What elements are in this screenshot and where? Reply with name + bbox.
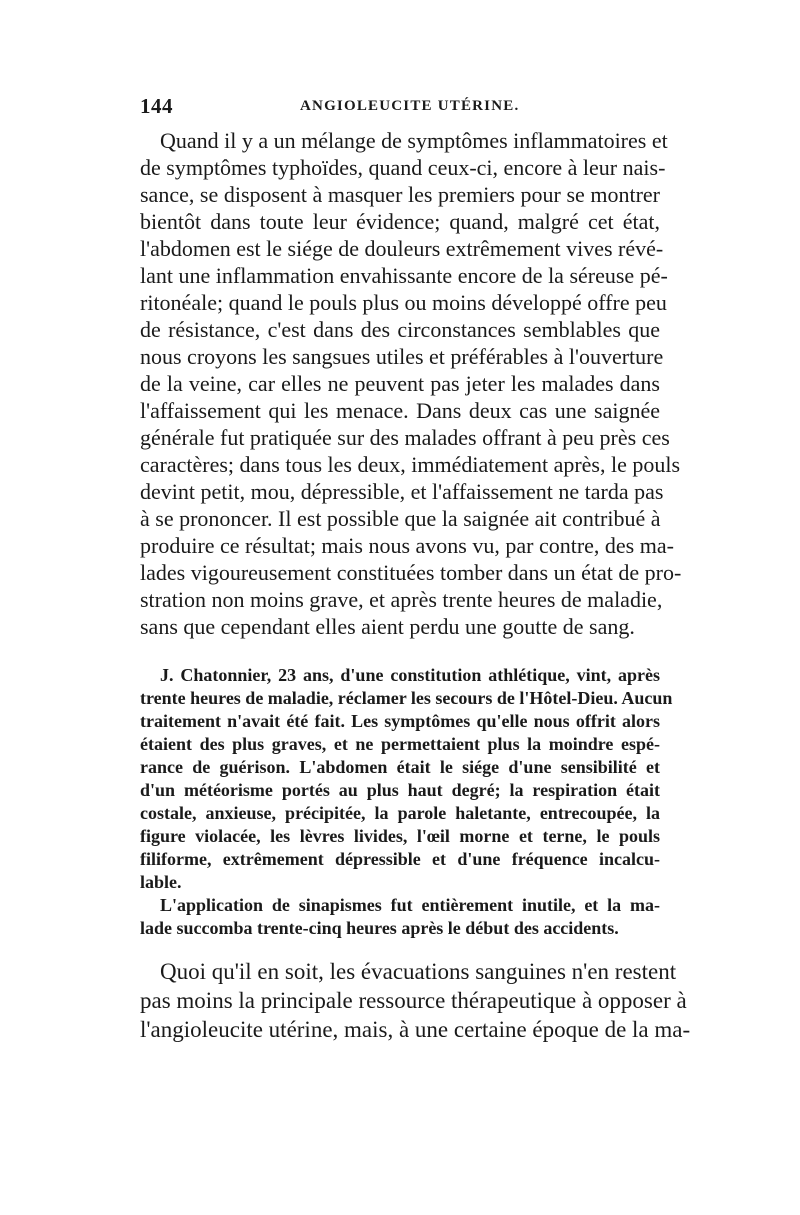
text-line: produire ce résultat; mais nous avons vu, par contre, des ma-	[140, 533, 674, 558]
running-title: ANGIOLEUCITE UTÉRINE.	[300, 98, 520, 114]
text-line: pas moins la principale ressource thérapeutique à opposer à	[140, 988, 687, 1013]
text-line: de la veine, car elles ne peuvent pas jeter les malades dans	[140, 371, 660, 396]
text-line: l'abdomen est le siége de douleurs extrêmement vives révé-	[140, 236, 664, 261]
page-number: 144	[140, 94, 173, 118]
case-line: figure violacée, les lèvres livides, l'œil morne et terne, le pouls	[140, 826, 660, 846]
text-line: devint petit, mou, dépressible, et l'affaissement ne tarda pas	[140, 479, 664, 504]
text-line: à se prononcer. Il est possible que la saignée ait contribué à	[140, 506, 661, 531]
case-line: lade succomba trente-cinq heures après le début des accidents.	[140, 918, 619, 938]
text-line: de symptômes typhoïdes, quand ceux-ci, encore à leur nais-	[140, 155, 666, 180]
case-line: L'application de sinapismes fut entièrement inutile, et la ma-	[160, 895, 660, 915]
text-line: lades vigoureusement constituées tomber dans un état de pro-	[140, 560, 682, 585]
text-line: l'angioleucite utérine, mais, à une certaine époque de la ma-	[140, 1017, 691, 1042]
case-line: costale, anxieuse, précipitée, la parole haletante, entrecoupée, la	[140, 803, 660, 823]
text-line: lant une inflammation envahissante encore de la séreuse pé-	[140, 263, 668, 288]
text-line: nous croyons les sangsues utiles et préférables à l'ouverture	[140, 344, 664, 369]
case-line: d'un météorisme portés au plus haut degré; la respiration était	[140, 780, 660, 800]
text-line: sance, se disposent à masquer les premiers pour se montrer	[140, 182, 660, 207]
running-head	[140, 94, 660, 124]
text-line: générale fut pratiquée sur des malades offrant à peu près ces	[140, 425, 670, 450]
text-line: Quand il y a un mélange de symptômes inflammatoires et	[160, 128, 668, 153]
text-line: stration non moins grave, et après trente heures de maladie,	[140, 587, 663, 612]
text-line: de résistance, c'est dans des circonstances semblables que	[140, 317, 660, 342]
text-line: Quoi qu'il en soit, les évacuations sanguines n'en restent	[160, 959, 677, 984]
case-line: étaient des plus graves, et ne permettaient plus la moindre espé-	[140, 734, 660, 754]
text-line: caractères; dans tous les deux, immédiatement après, le pouls	[140, 452, 681, 477]
case-line: J. Chatonnier, 23 ans, d'une constitution athlétique, vint, après	[160, 665, 660, 685]
text-line: bientôt dans toute leur évidence; quand, malgré cet état,	[140, 209, 660, 234]
case-line: traitement n'avait été fait. Les symptômes qu'elle nous offrit alors	[140, 711, 660, 731]
case-line: lable.	[140, 872, 182, 892]
case-line: rance de guérison. L'abdomen était le siége d'une sensibilité et	[140, 757, 660, 777]
case-line: trente heures de maladie, réclamer les secours de l'Hôtel-Dieu. Aucun	[140, 688, 673, 708]
text-line: l'affaissement qui les menace. Dans deux cas une saignée	[140, 398, 660, 423]
text-line: ritonéale; quand le pouls plus ou moins développé offre peu	[140, 290, 667, 315]
case-line: filiforme, extrêmement dépressible et d'une fréquence incalcu-	[140, 849, 660, 869]
text-line: sans que cependant elles aient perdu une goutte de sang.	[140, 614, 635, 639]
